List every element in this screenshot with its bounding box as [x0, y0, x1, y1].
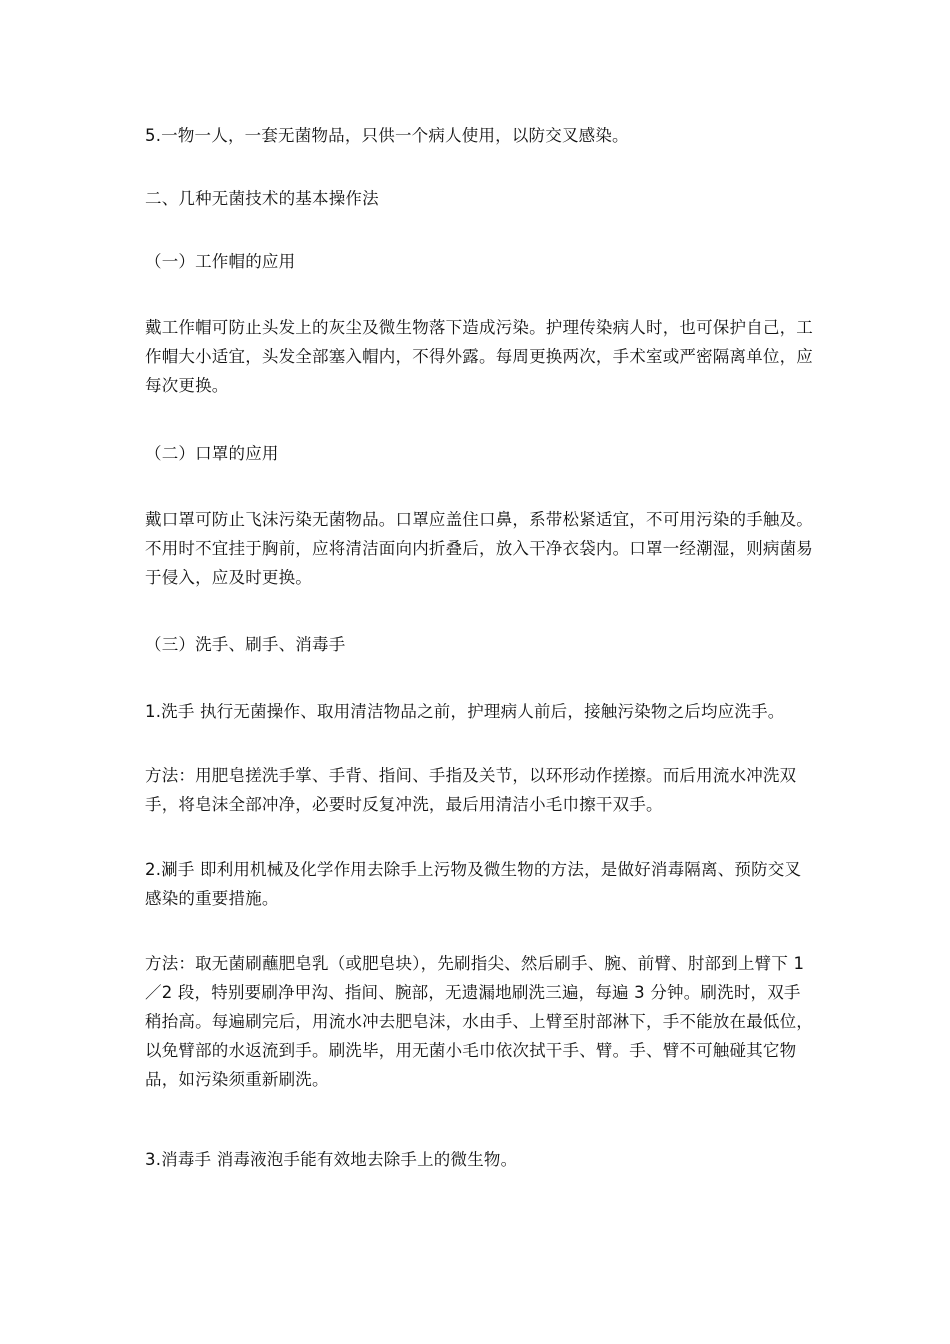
paragraph-hand-scrubbing: 2.涮手 即利用机械及化学作用去除手上污物及微生物的方法，是做好消毒隔离、预防交叉感染的重要措施。 — [145, 860, 802, 908]
paragraph-washing-method: 方法：用肥皂搓洗手掌、手背、指间、手指及关节，以环形动作搓擦。而后用流水冲洗双手，将皂沫全部冲净，必要时反复冲洗，最后用清洁小毛巾擦干双手。 — [145, 766, 797, 814]
paragraph-scrubbing-method: 方法：取无菌刷蘸肥皂乳（或肥皂块），先刷指尖、然后刷手、腕、前臂、肘部到上臂下 1／2 段，特别要刷净甲沟、指间、腕部，无遗漏地刷洗三遍，每遍 3 分钟。刷洗时，双手稍抬高。每遍刷完后，用流水冲去肥皂沫，水由手、上臂至肘部淋下，手不能放在最低位，以免臂部的水返流到手。刷洗毕，用无菌小毛巾依次拭干手、臂。手、臂不可触碰其它物品，如污染须重新刷洗。 — [145, 954, 813, 1089]
paragraph-one-item-one-patient: 5.一物一人，一套无菌物品，只供一个病人使用，以防交叉感染。 — [145, 126, 629, 145]
subheading-mask: （二）口罩的应用 — [145, 444, 279, 463]
paragraph-mask: 戴口罩可防止飞沫污染无菌物品。口罩应盖住口鼻，系带松紧适宜，不可用污染的手触及。不用时不宜挂于胸前，应将清洁面向内折叠后，放入干净衣袋内。口罩一经潮湿，则病菌易于侵入，应及时更换。 — [145, 510, 813, 587]
subheading-work-cap: （一）工作帽的应用 — [145, 252, 296, 271]
subheading-hand-washing: （三）洗手、刷手、消毒手 — [145, 635, 346, 654]
section-heading-aseptic-techniques: 二、几种无菌技术的基本操作法 — [145, 189, 379, 208]
paragraph-hand-disinfection: 3.消毒手 消毒液泡手能有效地去除手上的微生物。 — [145, 1150, 518, 1169]
paragraph-work-cap: 戴工作帽可防止头发上的灰尘及微生物落下造成污染。护理传染病人时，也可保护自己，工作帽大小适宜，头发全部塞入帽内，不得外露。每周更换两次，手术室或严密隔离单位，应每次更换。 — [145, 318, 813, 395]
paragraph-hand-washing: 1.洗手 执行无菌操作、取用清洁物品之前，护理病人前后，接触污染物之后均应洗手。 — [145, 702, 785, 721]
